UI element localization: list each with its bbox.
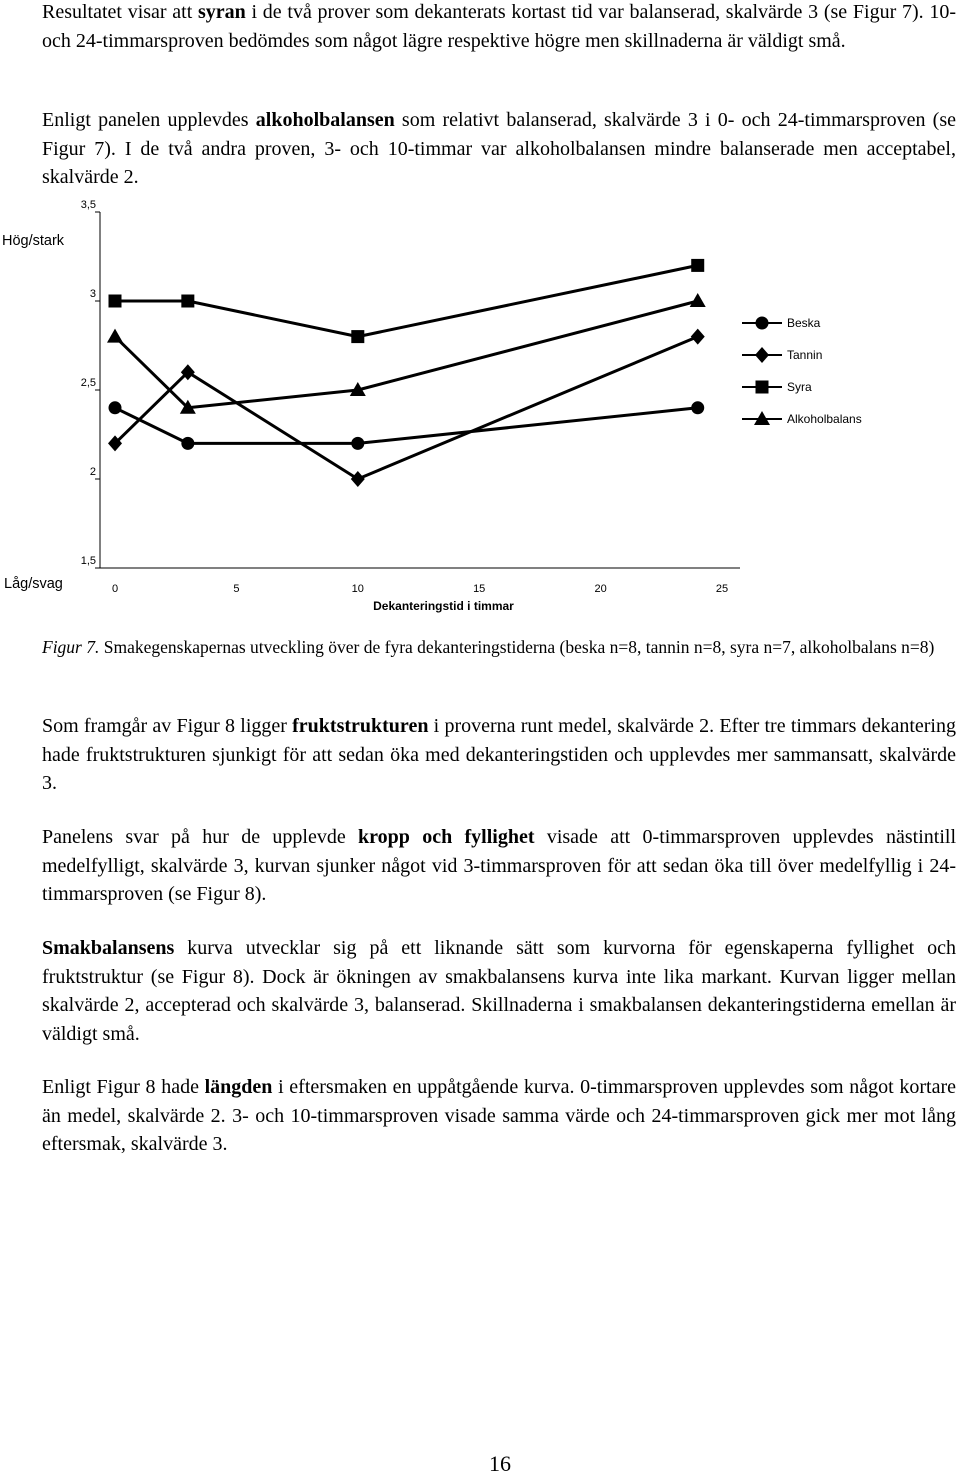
x-tick-label: 0	[111, 583, 119, 595]
point-beska	[691, 401, 704, 414]
paragraph-keyword: fruktstrukturen	[292, 715, 429, 737]
x-axis-label: Dekanteringstid i timmar	[373, 599, 514, 613]
legend-item-tannin	[742, 347, 822, 363]
point-tannin	[351, 471, 365, 487]
paragraph-keyword: längden	[204, 1076, 273, 1098]
y-tick-label: 2	[89, 466, 96, 478]
legend-label: Alkoholbalans	[787, 412, 862, 426]
point-syra	[109, 295, 122, 308]
point-syra	[351, 330, 364, 343]
y-axis-top-label: Hög/stark	[2, 233, 65, 249]
legend-item-alkoholbalans	[742, 411, 862, 426]
paragraph-text: kurva utvecklar sig på ett liknande sätt som kurvorna för egenskaperna fyllighet och fruktstruktur (se Figur 8). Dock är ökningen av smakbalansens kurva inte lika markant. Kurvan ligger mellan skalvärde 2, accepterad och skalvärde 3, balanserad. Skillnaderna i smakbalansen dekanteringstiderna emellan är väldigt små.	[42, 937, 956, 1045]
caption-label: Figur 7.	[42, 637, 100, 657]
series-beska	[109, 401, 705, 450]
point-beska	[351, 437, 364, 450]
paragraph-text: Som framgår av Figur 8 ligger	[42, 715, 293, 737]
series-line-alkoholbalans	[115, 301, 698, 408]
paragraph-text: visade att 0-timmarsproven upplevdes nästintill medelfylligt, skalvärde 3, kurvan sjunker något vid 3-timmarsproven för att sedan öka till över medelfyllig i 24-timmarsproven (se Figur 8).	[42, 826, 956, 905]
chart-series	[107, 259, 706, 487]
paragraph-kropp-fyllighet	[42, 823, 956, 909]
x-tick-label: 20	[594, 583, 607, 595]
legend-label: Beska	[787, 316, 821, 330]
y-tick-label: 3,5	[80, 199, 96, 211]
chart-legend	[742, 316, 862, 426]
y-tick-label: 3	[89, 288, 96, 300]
legend-item-syra	[742, 380, 812, 394]
point-syra	[181, 295, 194, 308]
paragraph-text: som relativt balanserad, skalvärde 3 i 0- och 24-timmarsproven (se Figur 7). I de två andra proven, 3- och 10-timmar var alkoholbalansen mindre balanserade men acceptabel, skalvärde 2.	[42, 109, 957, 188]
point-alkoholbalans	[690, 293, 706, 307]
paragraph-smakbalans	[42, 934, 956, 1048]
legend-label: Syra	[787, 380, 812, 394]
x-tick-label: 25	[715, 583, 729, 595]
x-tick-label: 10	[351, 583, 364, 595]
caption-text: Smakegenskapernas utveckling över de fyra dekanteringstiderna (beska n=8, tannin n=8, syra n=7, alkoholbalans n=8)	[99, 637, 935, 657]
legend-marker-tannin	[755, 347, 769, 363]
figure-caption	[42, 634, 956, 661]
paragraph-text: Resultatet visar att	[42, 1, 199, 23]
x-tick-label: 5	[233, 583, 240, 595]
page-number: 16	[489, 1451, 511, 1476]
y-tick-label: 2,5	[80, 377, 96, 389]
series-alkoholbalans	[107, 293, 706, 414]
paragraph-text: Enligt panelen upplevdes	[42, 109, 256, 131]
legend-label: Tannin	[787, 348, 823, 362]
paragraph-text: i proverna runt medel, skalvärde 2. Efter tre timmars dekantering hade fruktstrukturen sjunkigt för att sedan öka med dekanteringstiden och upplevdes mer sammansatt, skalvärde 3.	[42, 715, 956, 794]
paragraph-syra	[42, 0, 956, 55]
paragraph-text: Enligt Figur 8 hade	[42, 1076, 205, 1098]
series-line-beska	[115, 408, 698, 444]
paragraph-alkoholbalans	[42, 106, 956, 192]
x-tick-label: 15	[473, 583, 486, 595]
series-line-tannin	[115, 337, 698, 479]
legend-marker-syra	[756, 381, 769, 394]
paragraph-fruktstruktur	[42, 712, 956, 798]
point-beska	[109, 401, 122, 414]
paragraph-text: i de två prover som dekanterats kortast tid var balanserad, skalvärde 3 (se Figur 7). 10- och 24-timmarsproven bedömdes som något lägre respektive högre men skillnaderna är väldigt små.	[42, 1, 956, 52]
point-alkoholbalans	[107, 329, 123, 343]
series-line-syra	[115, 265, 698, 336]
y-tick-labels	[81, 199, 96, 567]
legend-marker-beska	[756, 317, 769, 330]
line-chart	[0, 195, 960, 625]
paragraph-keyword: alkoholbalansen	[255, 109, 395, 131]
point-beska	[181, 437, 194, 450]
x-tick-labels	[112, 583, 728, 595]
paragraph-text: Panelens svar på hur de upplevde	[42, 826, 359, 848]
y-axis-bottom-label: Låg/svag	[4, 576, 63, 592]
point-syra	[691, 259, 704, 272]
legend-item-beska	[742, 316, 821, 330]
y-tick-label: 1,5	[80, 555, 96, 567]
chart-axes	[95, 212, 740, 568]
paragraph-langd	[42, 1073, 956, 1159]
paragraph-keyword: syran	[198, 1, 246, 23]
point-tannin	[691, 329, 705, 345]
paragraph-keyword: Smakbalansens	[42, 937, 175, 959]
paragraph-keyword: kropp och fyllighet	[358, 826, 535, 848]
paragraph-text: i eftersmaken en uppåtgående kurva. 0-timmarsproven upplevdes som något kortare än medel, skalvärde 2. 3- och 10-timmarsproven visade samma värde och 24-timmarsproven gick mer mot lång eftersmak, skalvärde 3.	[42, 1076, 956, 1155]
series-syra	[109, 259, 705, 343]
